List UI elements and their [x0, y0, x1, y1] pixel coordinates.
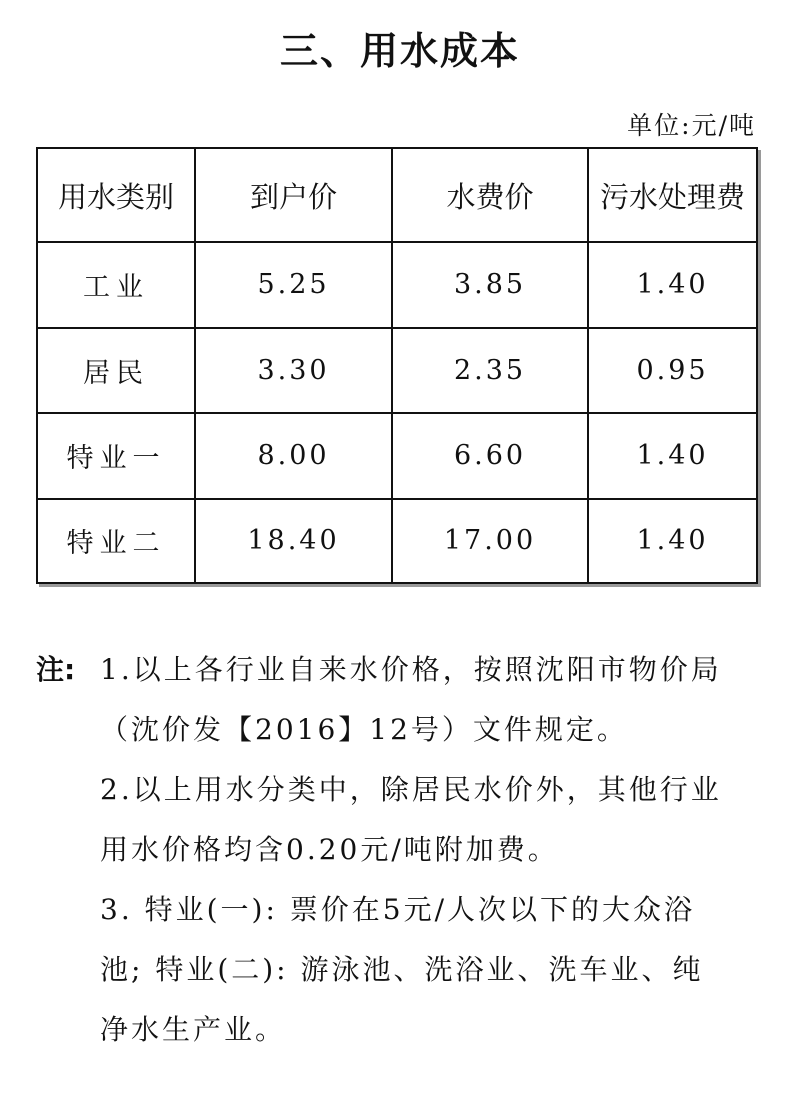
cell-delivered-price: 18.40	[195, 499, 392, 582]
cell-delivered-price: 5.25	[195, 242, 392, 328]
cell-sewage-fee: 1.40	[588, 242, 756, 328]
cell-category: 居民	[38, 328, 195, 414]
note-text: 净水生产业。	[100, 1013, 287, 1046]
note-line	[36, 946, 776, 1006]
unit-label: 单位:元/吨	[627, 111, 756, 140]
cell-category: 工业	[38, 242, 195, 328]
note-text: （沈价发【2016】12号）文件规定。	[100, 713, 628, 746]
note-line	[36, 886, 776, 946]
table-row	[38, 328, 756, 414]
note-line	[36, 1006, 776, 1066]
table-header-row	[38, 149, 756, 242]
cell-sewage-fee: 1.40	[588, 499, 756, 582]
cell-water-fee: 17.00	[392, 499, 588, 582]
notes-section	[36, 646, 776, 1066]
cell-category: 特业一	[38, 413, 195, 499]
table-row	[38, 242, 756, 328]
note-line	[36, 646, 776, 706]
header-sewage-fee: 污水处理费	[588, 149, 756, 242]
note-line	[36, 766, 776, 826]
note-text: 2.以上用水分类中，除居民水价外，其他行业	[100, 773, 722, 806]
note-line	[36, 826, 776, 886]
page-title: 三、用水成本	[279, 29, 520, 73]
cell-sewage-fee: 0.95	[588, 328, 756, 414]
table-row	[38, 499, 756, 582]
note-text: 池; 特业(二): 游泳池、洗浴业、洗车业、纯	[100, 953, 704, 986]
cell-delivered-price: 3.30	[195, 328, 392, 414]
note-label: 注:	[36, 653, 76, 686]
header-water-fee: 水费价	[392, 149, 588, 242]
cell-delivered-price: 8.00	[195, 413, 392, 499]
cell-water-fee: 3.85	[392, 242, 588, 328]
cell-sewage-fee: 1.40	[588, 413, 756, 499]
cell-category: 特业二	[38, 499, 195, 582]
table-row	[38, 413, 756, 499]
note-text: 1.以上各行业自来水价格，按照沈阳市物价局	[100, 653, 722, 686]
note-line	[36, 706, 776, 766]
water-cost-table	[36, 147, 758, 584]
note-text: 用水价格均含0.20元/吨附加费。	[100, 833, 559, 866]
header-category: 用水类别	[38, 149, 195, 242]
note-text: 3. 特业(一): 票价在5元/人次以下的大众浴	[100, 893, 696, 926]
cell-water-fee: 6.60	[392, 413, 588, 499]
cell-water-fee: 2.35	[392, 328, 588, 414]
header-delivered-price: 到户价	[195, 149, 392, 242]
